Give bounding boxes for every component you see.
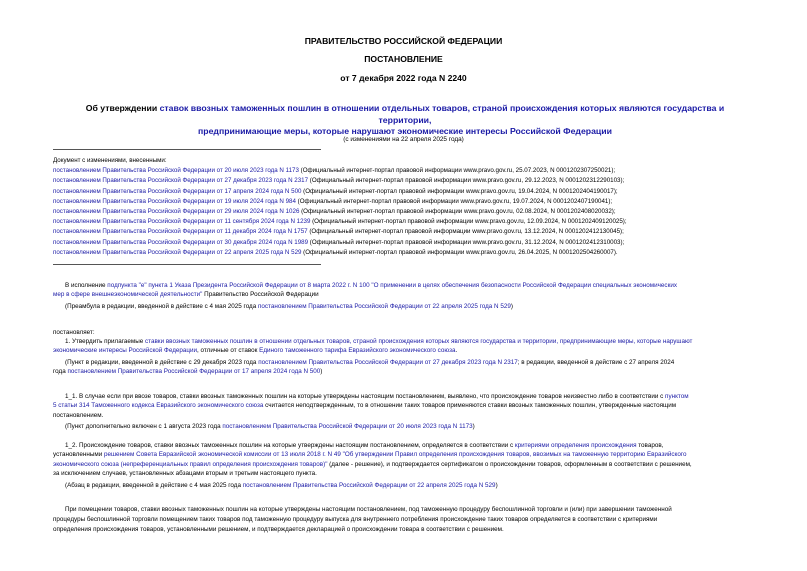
point-1-1-text: постановлением. bbox=[53, 411, 104, 419]
subject-prefix: Об утверждении bbox=[85, 103, 160, 113]
preamble-decree-link[interactable]: подпункта "е" пункта 1 Указа Президента Российской Федерации от 8 марта 2022 г. N 100 "О применении в целях обеспечения безопасности Российской Федерации специальных экономических bbox=[107, 282, 677, 289]
point-1-note: (Пункт в редакции, введенной в действие с 29 декабря 2023 года bbox=[65, 358, 259, 366]
amendment-item bbox=[53, 248, 763, 258]
amendment-item bbox=[53, 207, 763, 217]
amendment-source: (Официальный интернет-портал правовой информации www.pravo.gov.ru, 12.09.2024, N 0001202409120025); bbox=[310, 218, 627, 226]
preamble bbox=[53, 281, 763, 311]
point-1-2-text: 1_2. Происхождение товаров, ставки ввозных таможенных пошлин на которые утверждены настоящим постановлением, определяется в соответствии с bbox=[65, 442, 515, 449]
duty-free-line: определения происхождения товаров, установленными решением, и подтверждается декларацией о происхождении товара в соответствии с решением. bbox=[53, 526, 504, 533]
point-1-2-note: ) bbox=[495, 481, 498, 489]
preamble-note-text: (Преамбула в редакции, введенной в действие с 4 мая 2025 года bbox=[65, 302, 258, 310]
point-1-2-note: (Абзац в редакции, введенной в действие с 4 мая 2025 года bbox=[65, 481, 243, 489]
preamble-text: В исполнение bbox=[65, 282, 108, 289]
point-1-1 bbox=[53, 392, 763, 432]
point-1-1-note: ) bbox=[472, 423, 475, 431]
amendment-source: (Официальный интернет-портал правовой информации www.pravo.gov.ru, 13.12.2024, N 0001202412130045); bbox=[307, 228, 624, 236]
point-1 bbox=[53, 337, 763, 377]
amendment-link[interactable]: постановлением Правительства Российской Федерации от 27 декабря 2023 года N 2317 bbox=[53, 177, 309, 185]
amendment-link[interactable]: постановлением Правительства Российской Федерации от 11 сентября 2024 года N 1239 bbox=[53, 218, 311, 226]
amendment-item bbox=[53, 238, 763, 248]
amendment-link[interactable]: постановлением Правительства Российской Федерации от 22 апреля 2025 года N 529 bbox=[53, 248, 302, 256]
preamble-decree-link-cont[interactable]: мер в сфере внешнеэкономической деятельности" bbox=[53, 291, 203, 299]
amendment-source: (Официальный интернет-портал правовой информации www.pravo.gov.ru, 31.12.2024, N 0001202412310003); bbox=[308, 238, 625, 246]
duty-free-paragraph bbox=[53, 505, 763, 535]
amendment-link[interactable]: постановлением Правительства Российской Федерации от 29 июля 2024 года N 1026 bbox=[53, 207, 300, 215]
point-1-1-text: считается неподтвержденным, то в отношении таких товаров применяются ставки ввозных таможенных пошлин, утвержденные настоящим bbox=[263, 402, 677, 410]
point-1-note: ) bbox=[320, 368, 323, 376]
rates-link-cont[interactable]: экономические интересы Российской Федерации bbox=[53, 347, 198, 355]
rates-link[interactable]: ставки ввозных таможенных пошлин в отношении отдельных товаров, страной происхождения которых являются государства и территории, предпринимающие меры, которые нарушают bbox=[145, 338, 693, 345]
point-1-1-text: 1_1. В случае если при ввозе товаров, ставки ввозных таможенных пошлин на которые утверждены настоящим постановлением, выявлено, что происхождение товаров неизвестно либо в соответствии с bbox=[65, 393, 666, 400]
customs-code-link[interactable]: пунктом bbox=[665, 393, 689, 400]
amendments-list bbox=[53, 156, 763, 258]
preamble-note-end: ) bbox=[510, 302, 513, 310]
amendment-link[interactable]: постановлением Правительства Российской Федерации от 20 июля 2023 года N 1173 bbox=[53, 167, 299, 175]
government-title: ПРАВИТЕЛЬСТВО РОССИЙСКОЙ ФЕДЕРАЦИИ bbox=[304, 36, 503, 46]
top-divider bbox=[53, 149, 321, 150]
document-subject bbox=[60, 103, 750, 138]
tariff-link[interactable]: Единого таможенного тарифа Евразийского экономического союза bbox=[259, 347, 456, 355]
changes-note: (с изменениями на 22 апреля 2025 года) bbox=[343, 136, 464, 143]
document-type: ПОСТАНОВЛЕНИЕ bbox=[364, 54, 443, 64]
point-1-2 bbox=[53, 441, 763, 490]
point-1-1-note-link[interactable]: постановлением Правительства Российской Федерации от 20 июля 2023 года N 1173 bbox=[222, 423, 473, 431]
amendment-link[interactable]: постановлением Правительства Российской Федерации от 30 декабря 2024 года N 1989 bbox=[53, 238, 309, 246]
point-1-note-link[interactable]: постановлением Правительства Российской Федерации от 27 декабря 2023 года N 2317 bbox=[258, 358, 518, 366]
point-1-text: . bbox=[455, 347, 458, 355]
point-1-note: ; в редакции, введенной в действие с 27 апреля 2024 bbox=[517, 358, 675, 366]
commission-decision-link-cont[interactable]: экономического союза (непреференциальных правил определения происхождения товаров)" bbox=[53, 460, 328, 468]
preamble-text: Правительство Российской Федерации bbox=[202, 291, 319, 299]
amendment-source: (Официальный интернет-портал правовой информации www.pravo.gov.ru, 19.07.2024, N 0001202407190041); bbox=[295, 197, 613, 205]
point-1-text: , отличные от ставок bbox=[197, 347, 260, 355]
amendment-source: (Официальный интернет-портал правовой информации www.pravo.gov.ru, 25.07.2023, N 0001202307250021); bbox=[298, 167, 616, 175]
amendment-item bbox=[53, 197, 763, 207]
amendment-link[interactable]: постановлением Правительства Российской Федерации от 17 апреля 2024 года N 500 bbox=[53, 187, 302, 195]
amendment-item bbox=[53, 217, 763, 227]
bottom-divider bbox=[53, 264, 321, 265]
document-date-number: от 7 декабря 2022 года N 2240 bbox=[340, 73, 467, 83]
point-1-2-text: за исключением случаев, установленных абзацами вторым и третьим настоящего пункта. bbox=[53, 470, 317, 478]
point-1-note: года bbox=[53, 368, 68, 376]
customs-code-link-cont[interactable]: 5 статьи 314 Таможенного кодекса Евразийского экономического союза bbox=[53, 402, 264, 410]
point-1-2-note-link[interactable]: постановлением Правительства Российской Федерации от 22 апреля 2025 года N 529 bbox=[242, 481, 496, 489]
commission-decision-link[interactable]: решением Совета Евразийской экономической комиссии от 13 июля 2018 г. N 49 "Об утверждении Правил определения происхождения товаров, ввозимых на таможенную территорию Евразийского bbox=[103, 451, 687, 459]
preamble-note-link[interactable]: постановлением Правительства Российской Федерации от 22 апреля 2025 года N 529 bbox=[258, 302, 511, 310]
point-1-1-note: (Пункт дополнительно включен с 1 августа 2023 года bbox=[65, 423, 223, 431]
duty-free-line: При помещении товаров, ставки ввозных таможенных пошлин на которые утверждены настоящим постановлением, под таможенную процедуру беспошлинной торговли и (или) при завершении таможенной bbox=[65, 506, 672, 513]
point-1-2-text: товаров, bbox=[636, 442, 664, 449]
subject-link-cont[interactable]: предпринимающие меры, которые нарушают экономические интересы Российской Федерации bbox=[198, 126, 612, 136]
amendment-item bbox=[53, 166, 763, 176]
point-1-text: 1. Утвердить прилагаемые bbox=[65, 338, 145, 345]
amendment-item bbox=[53, 227, 763, 237]
amendment-source: (Официальный интернет-портал правовой информации www.pravo.gov.ru, 02.08.2024, N 0001202408020032); bbox=[299, 207, 616, 215]
amendment-source: (Официальный интернет-портал правовой информации www.pravo.gov.ru, 29.12.2023, N 0001202312290103); bbox=[308, 177, 625, 185]
point-1-note-link-2[interactable]: постановлением Правительства Российской Федерации от 17 апреля 2024 года N 500 bbox=[67, 368, 321, 376]
point-1-2-text: (далее - решение), и подтверждается сертификатом о происхождении товаров, оформленным в соответствии с решением, bbox=[327, 460, 692, 468]
amendment-source: (Официальный интернет-портал правовой информации www.pravo.gov.ru, 19.04.2024, N 0001202404190017); bbox=[301, 187, 618, 195]
subject-link[interactable]: ставок ввозных таможенных пошлин в отношении отдельных товаров, страной происхождения которых являются государства и территории, bbox=[159, 103, 725, 125]
amendment-item bbox=[53, 187, 763, 197]
amendment-link[interactable]: постановлением Правительства Российской Федерации от 19 июля 2024 года N 984 bbox=[53, 197, 296, 205]
amendment-link[interactable]: постановлением Правительства Российской Федерации от 11 декабря 2024 года N 1757 bbox=[53, 228, 308, 236]
amendments-intro: Документ с изменениями, внесенными: bbox=[53, 157, 167, 164]
duty-free-line: процедуры беспошлинной торговли помещением таких товаров под таможенную процедуру выпуска для внутреннего потребления происхождение таких товаров определяется в соответствии с критериями bbox=[53, 516, 658, 523]
origin-criteria-link[interactable]: критериями определения происхождения bbox=[514, 442, 637, 449]
amendment-source: (Официальный интернет-портал правовой информации www.pravo.gov.ru, 26.04.2025, N 0001202504260007). bbox=[301, 248, 618, 256]
resolves-label: постановляет: bbox=[53, 329, 95, 336]
amendment-item bbox=[53, 176, 763, 186]
point-1-2-text: установленными bbox=[53, 451, 104, 459]
